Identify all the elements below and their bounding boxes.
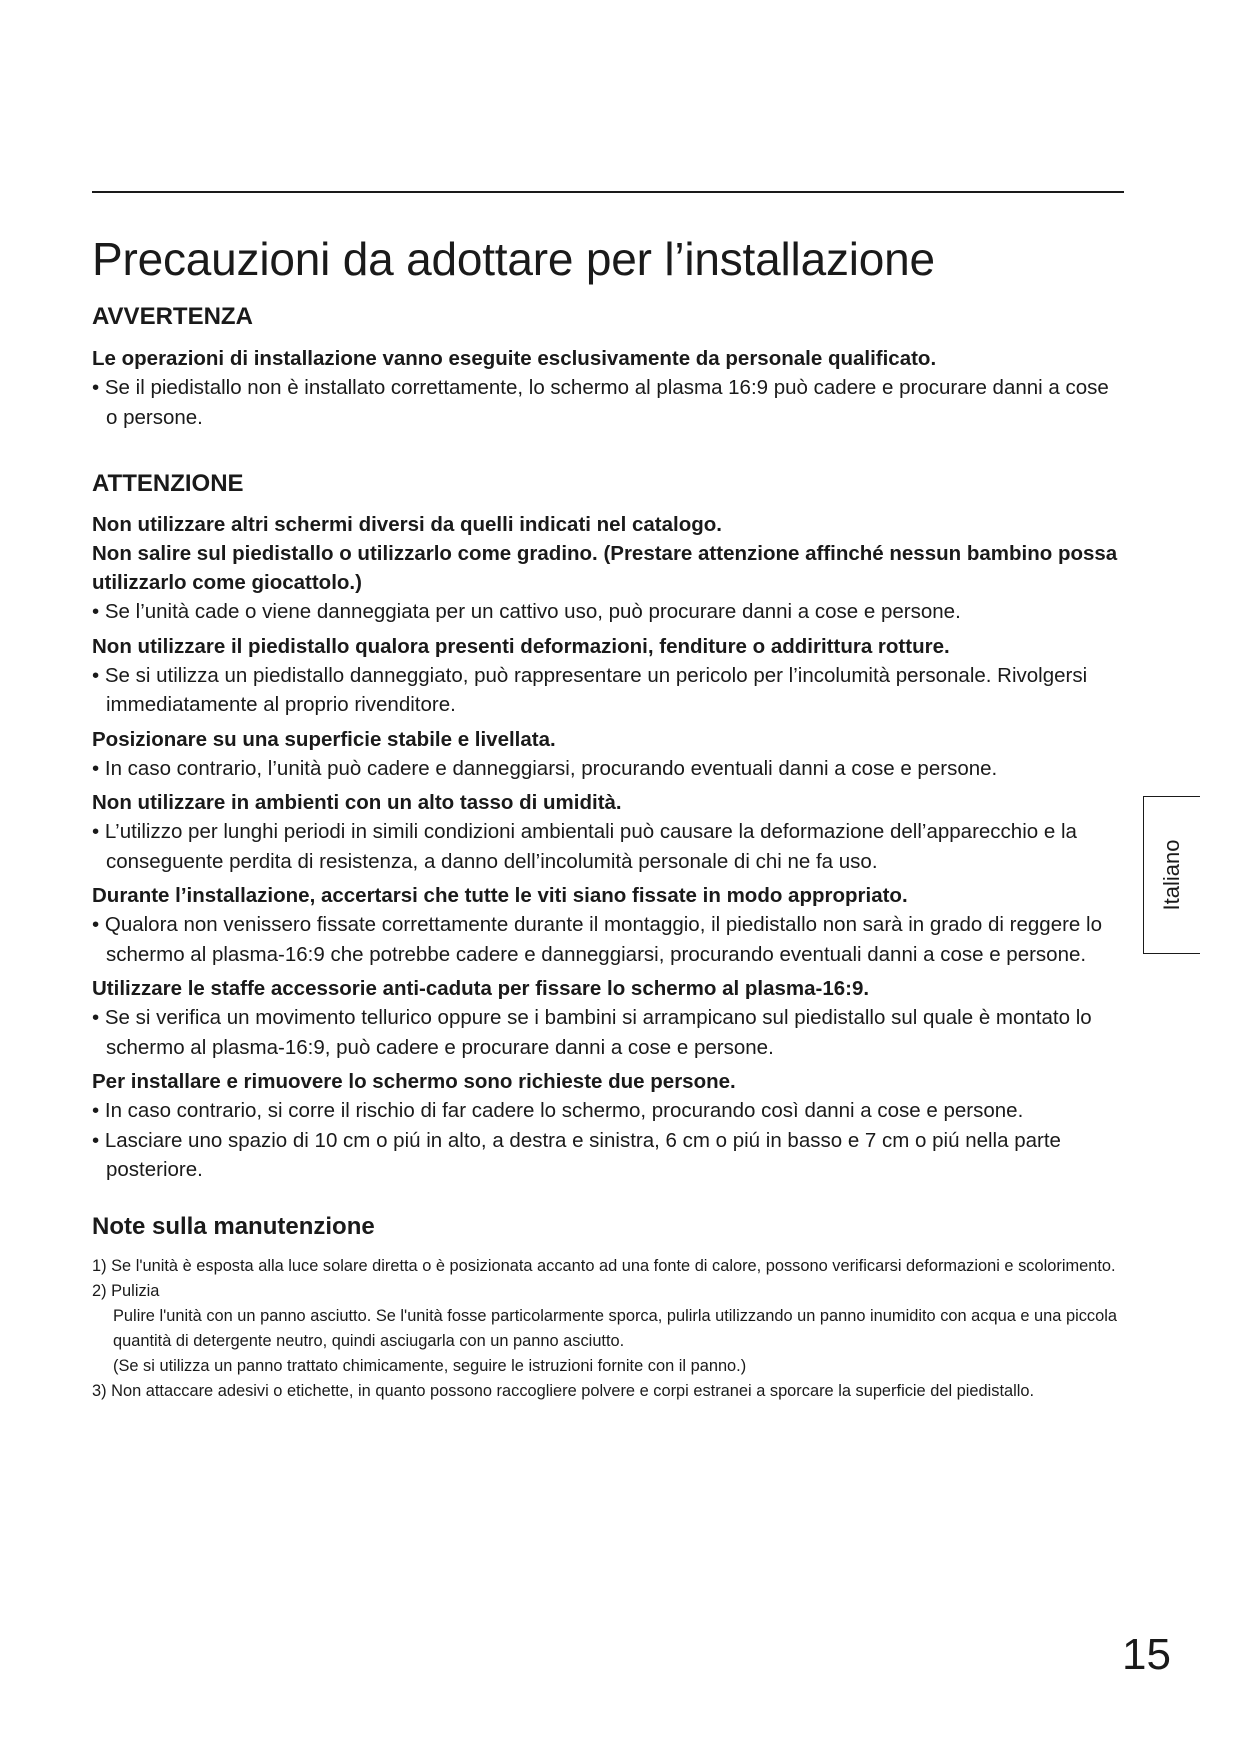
caution-bullet: • In caso contrario, si corre il rischio di far cadere lo schermo, procurando così danni a cose e persone. [92,1099,1024,1122]
maintenance-note-2-extra: (Se si utilizza un panno trattato chimicamente, seguire le istruzioni fornite con il panno.) [113,1356,747,1375]
warning-bullet: • Se il piedistallo non è installato correttamente, lo schermo al plasma 16:9 può cadere e procurare danni a cose o persone. [92,376,1109,429]
caution-bullet: • In caso contrario, l’unità può cadere e danneggiarsi, procurando eventuali danni a cose e persone. [92,756,998,780]
maintenance-note-2-title: 2) Pulizia [92,1281,160,1300]
caution-bullet: • Se l’unità cade o viene danneggiata per un cattivo uso, può procurare danni a cose e persone. [92,600,961,623]
caution-rule: Durante l’installazione, accertarsi che tutte le viti siano fissate in modo appropriato. [92,884,908,907]
maintenance-notes [92,1254,1122,1404]
language-tab [1143,796,1200,954]
maintenance-note-1: 1) Se l'unità è esposta alla luce solare diretta o è posizionata accanto ad una fonte di calore, possono verificarsi deformazioni e scolorimento. [92,1256,1116,1275]
warning-rule: Le operazioni di installazione vanno eseguite esclusivamente da personale qualificato. [92,347,937,370]
main-content [92,305,1122,1404]
language-tab-label: Italiano [1159,839,1184,911]
caution-rule: Non utilizzare il piedistallo qualora presenti deformazioni, fenditure o addirittura rotture. [92,634,950,658]
caution-bullet: • Se si utilizza un piedistallo danneggiato, può rappresentare un pericolo per l’incolumità personale. Rivolgersi immediatamente al proprio rivenditore. [92,663,1088,716]
page-number: 15 [1122,1630,1171,1679]
page-title: Precauzioni da adottare per l’installazione [92,233,935,285]
top-divider [92,191,1124,193]
caution-rule: Non utilizzare altri schermi diversi da quelli indicati nel catalogo. [92,513,722,536]
caution-bullet: • Lasciare uno spazio di 10 cm o piú in alto, a destra e sinistra, 6 cm o piú in basso e 7 cm o piú nella parte posteriore. [92,1128,1061,1181]
caution-rule: Utilizzare le staffe accessorie anti-caduta per fissare lo schermo al plasma-16:9. [92,977,870,1000]
maintenance-heading: Note sulla manutenzione [92,1212,375,1240]
caution-heading: ATTENZIONE [92,470,244,497]
caution-list [92,510,1122,1185]
caution-rule: Posizionare su una superficie stabile e livellata. [92,727,556,751]
caution-bullet: • Se si verifica un movimento tellurico oppure se i bambini si arrampicano sul piedistallo sul quale è montato lo schermo al plasma-16:9, può cadere e procurare danni a cose e persone. [92,1006,1092,1059]
caution-bullet: • Qualora non venissero fissate correttamente durante il montaggio, il piedistallo non sarà in grado di reggere lo schermo al plasma-16:9 che potrebbe cadere e danneggiarsi, procurando eventuali danni a cose e persone. [92,913,1102,966]
maintenance-note-2-text: Pulire l'unità con un panno asciutto. Se l'unità fosse particolarmente sporca, pulirla utilizzando un panno inumidito con acqua e una piccola quantità di detergente neutro, quindi asciugarla con un panno asciutto. [113,1306,1117,1350]
maintenance-note-3: 3) Non attaccare adesivi o etichette, in quanto possono raccogliere polvere e corpi estranei a sporcare la superficie del piedistallo. [92,1381,1035,1400]
caution-bullet: • L’utilizzo per lunghi periodi in simili condizioni ambientali può causare la deformazione dell’apparecchio e la conseguente perdita di resistenza, a danno dell’incolumità personale di chi ne fa uso. [92,820,1077,873]
caution-rule: Non salire sul piedistallo o utilizzarlo come gradino. (Prestare attenzione affinché nessun bambino possa utilizzarlo come giocattolo.) [92,542,1118,594]
caution-rule: Non utilizzare in ambienti con un alto tasso di umidità. [92,791,622,814]
warning-group [92,344,1122,432]
caution-rule: Per installare e rimuovere lo schermo sono richieste due persone. [92,1070,736,1093]
warning-heading: AVVERTENZA [92,303,253,330]
